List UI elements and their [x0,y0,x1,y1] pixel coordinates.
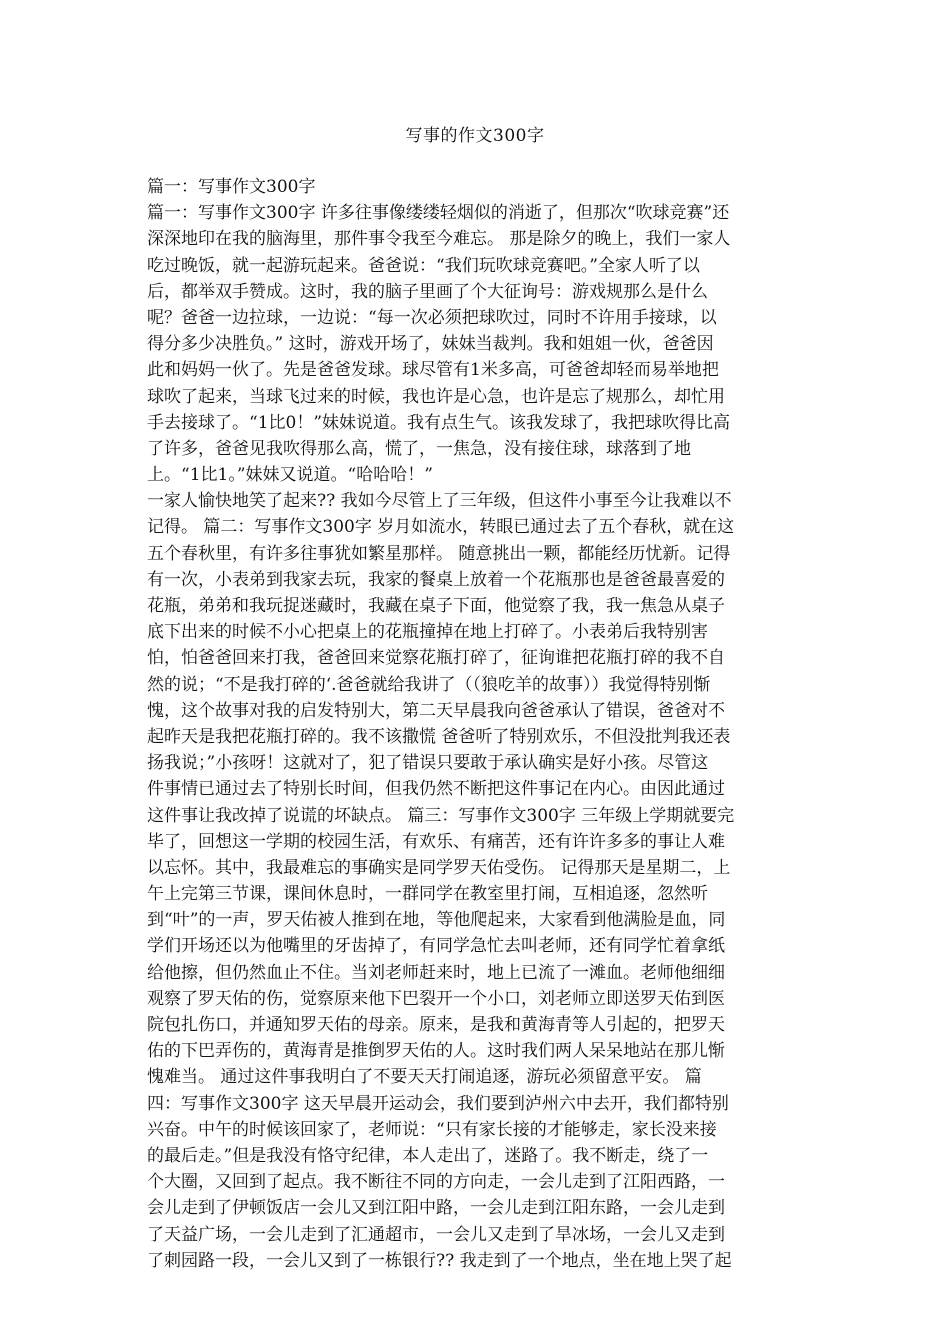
text-line: 愧，这个故事对我的启发特别大，第二天早晨我向爸爸承认了错误，爸爸对不 [147,700,725,721]
text-line: 以忘怀。其中，我最难忘的事确实是同学罗天佑受伤。 记得那天是星期二，上 [147,857,731,878]
text-line: 个大圈，又回到了起点。我不断往不同的方向走，一会儿走到了江阳西路，一 [147,1172,725,1193]
text-line: 了天益广场，一会儿走到了汇通超市，一会儿又走到了旱冰场，一会儿又走到 [147,1224,725,1245]
text-line: 的最后走。”但是我没有恪守纪律，本人走出了，迷路了。我不断走，绕了一 [147,1145,709,1166]
text-line: 球吹了起来，当球飞过来的时候，我也许是心急，也许是忘了规那么，却忙用 [147,386,725,407]
text-line: 佑的下巴弄伤的，黄海青是推倒罗天佑的人。这时我们两人呆呆地站在那儿惭 [147,1041,725,1062]
text-line: 后，都举双手赞成。这时，我的脑子里画了个大征询号：游戏规那么是什么 [147,281,708,302]
text-line: 学们开场还以为他嘴里的牙齿掉了，有同学急忙去叫老师，还有同学忙着拿纸 [147,936,725,957]
text-line: 会儿走到了伊顿饭店一会儿又到江阳中路，一会儿走到江阳东路，一会儿走到 [147,1198,725,1219]
text-line: 然的说；“不是我打碎的‘.爸爸就给我讲了（（狼吃羊的故事））我觉得特别惭 [147,674,711,695]
text-line: 篇一：写事作文300字 [147,177,316,197]
document-body [147,174,807,1274]
text-line: 午上完第三节课，课间休息时，一群同学在教室里打闹，互相追逐，忽然听 [147,884,708,905]
text-line: 这件事让我改掉了说谎的坏缺点。 篇三：写事作文300字 三年级上学期就要完 [147,805,735,826]
text-line: 到“叶”的一声，罗天佑被人推到在地，等他爬起来，大家看到他满脸是血，同 [147,910,726,931]
text-line: 愧难当。 通过这件事我明白了不要天天打闹追逐，游玩必须留意平安。 篇 [147,1067,702,1088]
text-line: 深深地印在我的脑海里，那件事令我至今难忘。 那是除夕的晚上，我们一家人 [147,229,731,250]
text-line: 手去接球了。“1比0！”妹妹说道。我有点生气。该我发球了，我把球吹得比高 [147,412,731,433]
text-line: 扬我说；”小孩呀！这就对了，犯了错误只要敢于承认确实是好小孩。尽管这 [147,753,709,774]
text-line: 四：写事作文300字 这天早晨开运动会，我们要到泸州六中去开，我们都特别 [147,1093,729,1114]
text-line: 起昨天是我把花瓶打碎的。我不该撒慌 爸爸听了特别欢乐，不但没批判我还表 [147,726,731,747]
text-line: 兴奋。中午的时候该回家了，老师说：“只有家长接的才能够走，家长没来接 [147,1119,717,1140]
text-line: 院包扎伤口，并通知罗天佑的母亲。原来，是我和黄海青等人引起的，把罗天 [147,1015,725,1035]
text-line: 吃过晚饭，就一起游玩起来。爸爸说：“我们玩吹球竞赛吧。”全家人听了以 [147,255,700,276]
text-line: 件事情已通过去了特别长时间，但我仍然不断把这件事记在内心。由因此通过 [147,779,725,800]
text-line: 呢？爸爸一边拉球，一边说：“每一次必须把球吹过，同时不许用手接球，以 [147,307,717,328]
text-line: 上。“1比1。”妹妹又说道。“哈哈哈！” [147,465,433,486]
text-line: 毕了，回想这一学期的校园生活，有欢乐、有痛苦，还有许许多多的事让人难 [147,831,725,852]
text-line: 怕，怕爸爸回来打我，爸爸回来觉察花瓶打碎了，征询谁把花瓶打碎的我不自 [147,648,725,669]
text-line: 得分多少决胜负。” 这时，游戏开场了，妹妹当裁判。我和姐姐一伙，爸爸因 [147,334,714,355]
text-line: 了刺园路一段，一会儿又到了一栋银行?? 我走到了一个地点，坐在地上哭了起 [147,1250,732,1271]
text-line: 底下出来的时候不小心把桌上的花瓶撞掉在地上打碎了。小表弟后我特别害 [147,622,708,643]
text-line: 观察了罗天佑的伤，觉察原来他下巴裂开一个小口，刘老师立即送罗天佑到医 [147,988,725,1009]
text-line: 一家人愉快地笑了起来?? 我如今尽管上了三年级，但这件小事至今让我难以不 [147,491,732,512]
text-line: 有一次，小表弟到我家去玩，我家的餐桌上放着一个花瓶那也是爸爸最喜爱的 [147,569,725,590]
text-line: 篇一：写事作文300字 许多往事像缕缕轻烟似的消逝了，但那次“吹球竞赛”还 [147,203,730,224]
text-line: 五个春秋里，有许多往事犹如繁星那样。 随意挑出一颗，都能经历忧新。记得 [147,543,731,564]
text-line: 记得。 篇二：写事作文300字 岁月如流水，转眼已通过去了五个春秋，就在这 [147,517,735,538]
text-line: 花瓶，弟弟和我玩捉迷藏时，我藏在桌子下面，他觉察了我，我一焦急从桌子 [147,596,725,616]
document-title: 写事的作文300字 [405,126,545,146]
text-line: 了许多，爸爸见我吹得那么高，慌了，一焦急，没有接住球，球落到了地 [147,438,691,459]
text-line: 给他擦，但仍然血止不住。当刘老师赶来时，地上已流了一滩血。老师他细细 [147,962,725,983]
text-line: 此和妈妈一伙了。先是爸爸发球。球尽管有1米多高，可爸爸却轻而易举地把 [147,360,719,381]
